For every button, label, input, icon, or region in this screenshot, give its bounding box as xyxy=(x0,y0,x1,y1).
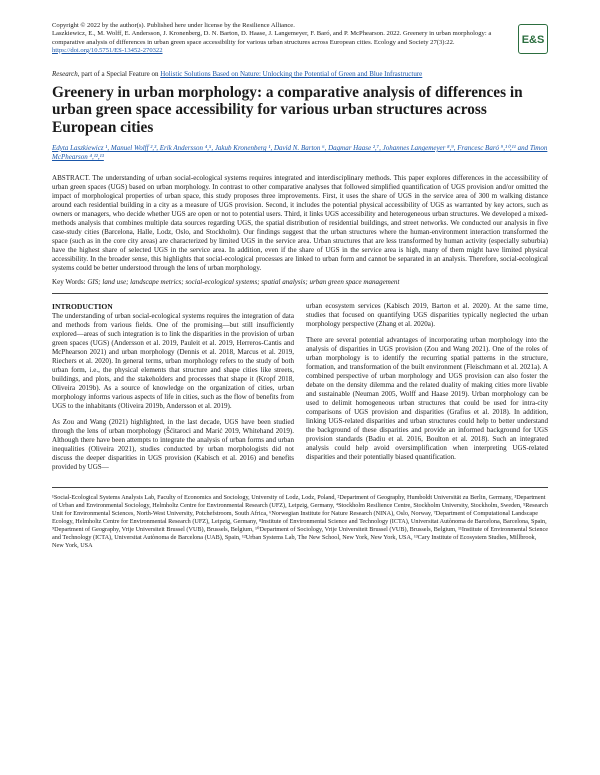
journal-logo: E&S xyxy=(518,24,548,54)
special-feature-link[interactable]: Holistic Solutions Based on Nature: Unlocking the Potential of Green and Blue Infrastructure xyxy=(160,70,423,78)
author-list xyxy=(52,144,548,162)
keywords-text: GIS; land use; landscape metrics; social-ecological systems; spatial analysis; urban green space management xyxy=(87,278,400,286)
affiliations: ¹Social-Ecological Systems Analysis Lab, Faculty of Economics and Sociology, University of Lodz, Lodz, Poland, ²Department of Geography, Humboldt Universität zu Berlin, Germany, ³Department of Urban and Environmental Sociology, Helmholtz Centre for Environmental Research (UFZ), Leipzig, Germany, ⁴Stockholm Resilience Centre, Stockholm University, Stockholm, Sweden, ⁵Research Unit for Environmental Sciences, North-West University, Potchefstroom, South Africa, ⁶Norwegian Institute for Nature Research (NINA), Oslo, Norway, ⁷Department of Computational Landscape Ecology, Helmholtz Centre for Environmental Research (UFZ), Leipzig, Germany, ⁸Institute of Environmental Science and Technology (ICTA), Universitat Autònoma de Barcelona, Barcelona, Spain, ⁹Department of Geography, Vrije Universiteit Brussel (VUB), Brussels, Belgium, ¹⁰Department of Sociology, Vrije Universiteit Brussel (VUB), Brussels, Belgium, ¹¹Institute of Environmental Science and Technology (ICTA), Universitat Autònoma de Barcelona (UAB), Spain, ¹²Urban Systems Lab, The New School, New York, New York, USA, ¹³Cary Institute of Ecosystem Studies, Millbrook, New York, USA xyxy=(52,494,548,549)
paragraph: As Zou and Wang (2021) highlighted, in the last decade, UGS have been studied through the lens of urban morphology (Šćitaroci and Marić 2019, Whitehand 2019). Although there have been attempts to integrate the analysis of urban forms and urban inequalities (Oliveira 2021), studies conducted by urban morphologists did not discuss the deeper disparities in UGS provision (Kabisch et al. 2016) and benefits provided by UGS— xyxy=(52,418,294,471)
authors-links[interactable]: Edyta Laszkiewicz ¹, Manuel Wolff ²,³, Erik Andersson ⁴,⁵, Jakub Kronenberg ¹, David N. Barton ⁶, Dagmar Haase ²,⁷, Johannes Langemeyer ⁸,⁹, Francesc Baró ⁹,¹⁰,¹¹ and Timon McPhearson ⁴,¹²,¹³ xyxy=(52,144,548,161)
body-columns xyxy=(52,302,548,479)
article-title: Greenery in urban morphology: a comparative analysis of differences in urban green space accessibility for various urban structures across European cities xyxy=(52,83,523,136)
special-feature-text: , part of a Special Feature on xyxy=(77,70,161,78)
section-divider xyxy=(52,293,548,294)
special-feature-line xyxy=(52,70,548,79)
article-page xyxy=(52,22,548,550)
paragraph: The understanding of urban social-ecological systems requires the integration of data and methods from various fields. One of the promising—but still insufficiently explored—areas of such integration is to link the disparities in the provision of urban green spaces (UGS) (Andersson et al. 2019, Pauleit et al. 2019, Herreros-Cantis and McPhearson 2021) and urban morphology (Dennis et al. 2018, Marcus et al. 2019, Riechers et al. 2020). In general terms, urban morphology refers to the study of both urban form, i.e., the physical elements that structure and shape cities like streets, buildings, and plots, and the stakeholders and processes that shape it (Kropf 2018, Oliveira 2019b). As a source of knowledge on the organization of cities, urban morphology informs various aspects of life in cities, such as the flow of benefits from UGS to the inhabitants (Oliveira 2019b, Andersson et al. 2019). xyxy=(52,312,294,410)
citation-text: Laszkiewicz, E., M. Wolff, E. Andersson, J. Kronenberg, D. N. Barton, D. Haase, J. Langemeyer, F. Baró, and P. McPhearson. 2022. Greenery in urban morphology: a comparative analysis of differences in urban green space accessibility for various urban structures across European cities. Ecology and Society 27(3):22. xyxy=(52,30,492,46)
article-header xyxy=(52,22,548,70)
keywords xyxy=(52,278,548,287)
doi-link[interactable]: https://doi.org/10.5751/ES-13452-270322 xyxy=(52,46,163,54)
article-type: Research xyxy=(52,70,78,78)
section-heading: INTRODUCTION xyxy=(52,302,113,311)
footnote-divider xyxy=(52,487,548,488)
right-column xyxy=(306,302,548,479)
copyright-line: Copyright © 2022 by the author(s). Published here under license by the Resilience Alliance. xyxy=(52,22,295,29)
paragraph: There are several potential advantages of incorporating urban morphology into the analysis of disparities in UGS provision (Zou and Wang 2021). One of the roles of urban morphology is to identify the recurring spatial patterns in the structure, formation, and transformation of the built environment (Fleischmann et al. 2021a). A combined perspective of urban morphology and UGS provision can also foster the debate on the density dilemma and the related duality of making cities more livable and sustainable (Neuman 2005, Wolff and Haase 2019). Urban morphology can be used to delimit homogeneous urban structures that could be used for intra-city comparisons of UGS provision and disparities (Grafius et al. 2018). In addition, linking UGS-related disparities and urban structures could help to better understand the background of these disparities and provide an informed background for UGS provision standards (Badiu et al. 2016, Boulton et al. 2018). Such an integrated analysis could help avoid oversimplification when interpreting UGS-related disparities and their potentially biased quantification. xyxy=(306,336,548,461)
left-column xyxy=(52,302,294,479)
paragraph: urban ecosystem services (Kabisch 2019, Barton et al. 2020). At the same time, studies that focused on quantifying UGS disparities typically neglected the urban morphology perspective (Zhang et al. 2020a). xyxy=(306,302,548,328)
abstract xyxy=(52,174,548,273)
abstract-label: ABSTRACT. xyxy=(52,174,91,182)
citation-block xyxy=(52,22,497,55)
keywords-label: Key Words: xyxy=(52,278,86,286)
abstract-text: The understanding of urban social-ecological systems requires integrated and interdisciplinary methods. This paper explores differences in the accessibility of urban green spaces (UGS) based on urban morphology. In contrast to other comparative analyses that followed simplified quantification of UGS provision and/or omitted the impact of morphological properties of urban space, this study proposes three improvements. First, it uses the share of UGS in the service area of 300 m walking distance around each residential building in a city as a measure of UGS provision. Second, it includes the potential physical accessibility of UGS as warranted by key actors, such as owners or managers, who decide whether UGS are open or not to potential users. Third, it links UGS accessibility and heterogeneous urban structures. We developed a mixed-methods analysis that combines multiple data sources regarding UGS, the spatial distribution of residential buildings, and street networks. We conducted our analysis in five case-study cities (Barcelona, Halle, Lodz, Oslo, and Stockholm). Our findings suggest that the urban structures where the human-environment interaction transformed the space (such as in the core city areas) are characterized by limited UGS in the service area. Urban structures that are less transformed by human activity (especially suburbia) have the highest share of selected UGS in the service area. In addition, even if the share of UGS in the service area is high, many of them might have limited physical accessibility. In the broader sense, this highlights that social-ecological processes are linked to urban form and cannot be separated in an analysis. Therefore, social-ecological systems could be better understood through the lens of urban morphology. xyxy=(52,174,548,272)
